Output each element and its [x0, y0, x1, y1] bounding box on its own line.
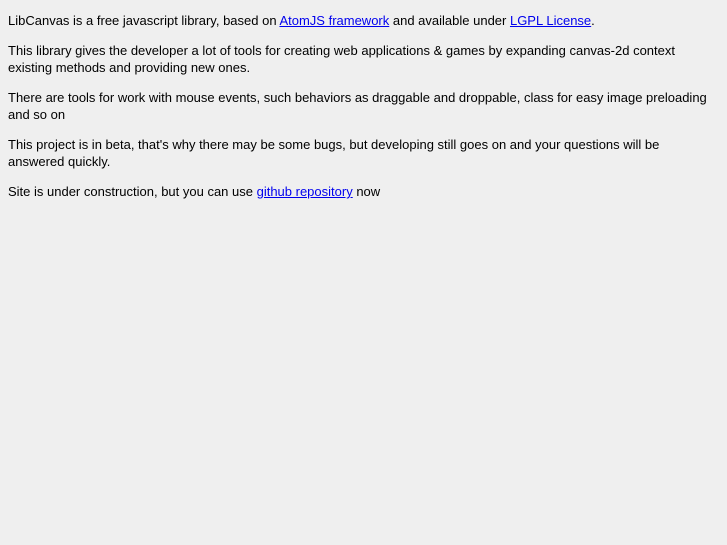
intro-paragraph — [8, 12, 719, 29]
github-repository-link[interactable]: github repository — [256, 184, 353, 199]
construction-text-start: Site is under construction, but you can use — [8, 184, 257, 199]
tools-paragraph: This library gives the developer a lot of tools for creating web applications & games by expanding canvas-2d context existing methods and providing new ones. — [8, 43, 675, 75]
intro-text-middle: and available under — [389, 13, 510, 28]
intro-text-start: LibCanvas is a free javascript library, based on — [8, 13, 280, 28]
construction-paragraph — [8, 183, 719, 200]
lgpl-license-link[interactable]: LGPL License — [509, 13, 592, 28]
atomjs-framework-link[interactable]: AtomJS framework — [279, 13, 390, 28]
construction-text-end: now — [352, 184, 381, 199]
beta-notice-paragraph: This project is in beta, that's why there may be some bugs, but developing still goes on and your questions will be answered quickly. — [8, 137, 660, 169]
main-content — [0, 0, 727, 200]
mouse-events-paragraph: There are tools for work with mouse events, such behaviors as draggable and droppable, class for easy image preloading and so on — [8, 90, 707, 122]
intro-text-end: . — [591, 13, 595, 28]
